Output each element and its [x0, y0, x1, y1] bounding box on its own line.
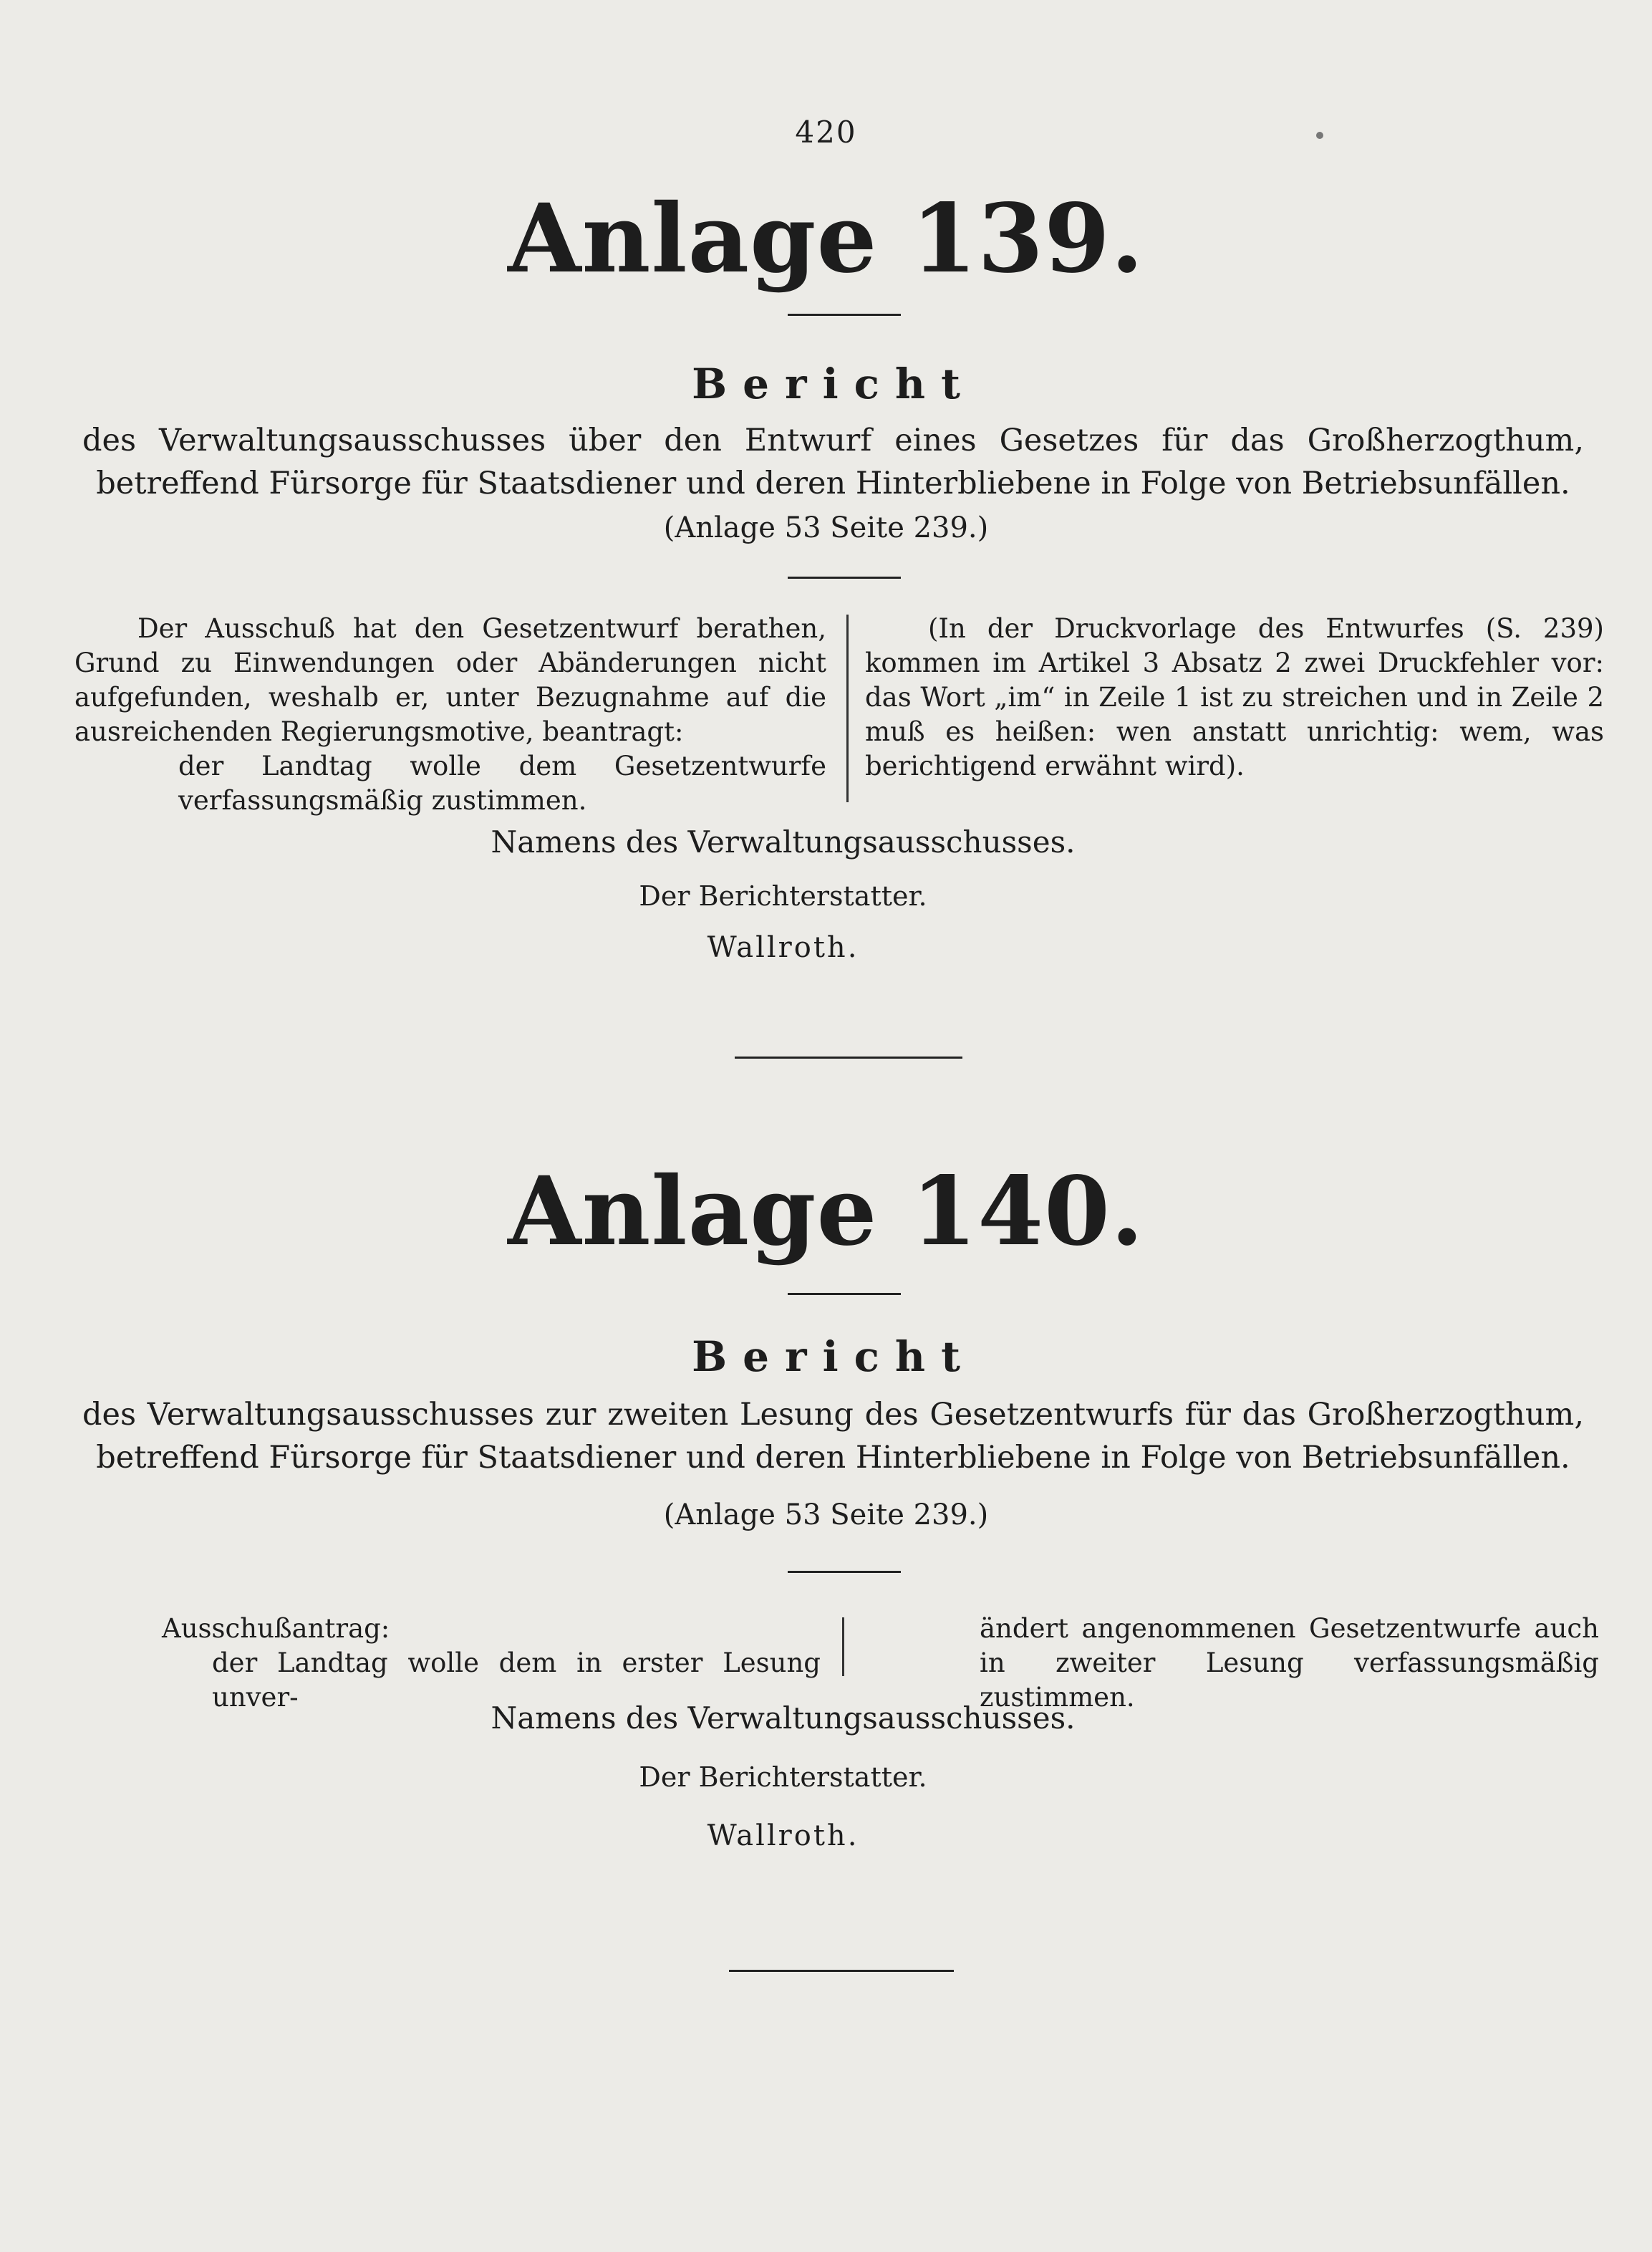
annex-139-title-rule: [788, 314, 901, 316]
end-rule: [729, 1970, 954, 1972]
annex-140-reference: (Anlage 53 Seite 239.): [663, 1498, 989, 1531]
annex-140-right-column: [980, 1612, 1599, 1715]
annex-140-reference-rule: [788, 1571, 901, 1573]
annex-139-committee: Namens des Verwaltungsausschusses.: [491, 824, 1076, 860]
annex-139-reference-rule: [788, 577, 901, 579]
annex-140-column-divider: [842, 1617, 844, 1676]
annex-140-subtitle: des Verwaltungsausschusses zur zweiten Lesung des Gesetzentwurfs für das Großherzogthum, betreffend Fürsorge für Staatsdiener und deren Hinterbliebene in Folge von Betriebsunfällen.: [82, 1397, 1584, 1476]
annex-139-left-column: [74, 612, 826, 818]
annex-140-left-label: Ausschußantrag:: [162, 1613, 390, 1644]
annex-140-rapporteur-label: Der Berichterstatter.: [639, 1761, 927, 1793]
annex-139-rapporteur-label: Der Berichterstatter.: [639, 880, 927, 912]
annex-139-subtitle: des Verwaltungsausschusses über den Entwurf eines Gesetzes für das Großherzogthum, betreffend Fürsorge für Staatsdiener und deren Hinterbliebene in Folge von Betriebsunfällen.: [82, 423, 1584, 501]
annex-139-title: Anlage 139.: [508, 183, 1144, 294]
annex-139-column-divider: [846, 615, 849, 802]
annex-140-right-paragraph: ändert angenommenen Gesetzentwurfe auch in zweiter Lesung verfassungsmäßig zustimmen.: [980, 1613, 1599, 1713]
annex-140-title-rule: [788, 1293, 901, 1295]
page-number: 420: [795, 115, 857, 150]
annex-139-heading: Bericht: [692, 360, 976, 408]
ink-speck: [1316, 132, 1323, 139]
annex-139-reference: (Anlage 53 Seite 239.): [663, 511, 989, 544]
annex-140-rapporteur-name: Wallroth.: [707, 1819, 859, 1852]
annex-139-right-column: [865, 612, 1604, 784]
annex-139-rapporteur-name: Wallroth.: [707, 931, 859, 964]
annex-139-left-motion: der Landtag wolle dem Gesetzentwurfe verfassungsmäßig zustimmen.: [178, 751, 826, 816]
annex-140-committee: Namens des Verwaltungsausschusses.: [491, 1700, 1076, 1736]
annex-139-right-paragraph: (In der Druckvorlage des Entwurfes (S. 239) kommen im Artikel 3 Absatz 2 zwei Druckfehler vor: das Wort „im“ in Zeile 1 ist zu streichen und in Zeile 2 muß es heißen: wen anstatt unrichtig: wem, was berichtigend erwähnt wird).: [865, 613, 1604, 781]
annex-140-title: Anlage 140.: [508, 1156, 1144, 1267]
annex-140-heading: Bericht: [692, 1332, 976, 1381]
section-separator-rule: [735, 1057, 962, 1059]
annex-140-left-column: [162, 1612, 821, 1715]
annex-140-left-motion: der Landtag wolle dem in erster Lesung unver-: [212, 1647, 821, 1713]
annex-139-left-paragraph: Der Ausschuß hat den Gesetzentwurf berathen, Grund zu Einwendungen oder Abänderungen nicht aufgefunden, weshalb er, unter Bezugnahme auf die ausreichenden Regierungsmotive, beantragt:: [74, 613, 826, 747]
